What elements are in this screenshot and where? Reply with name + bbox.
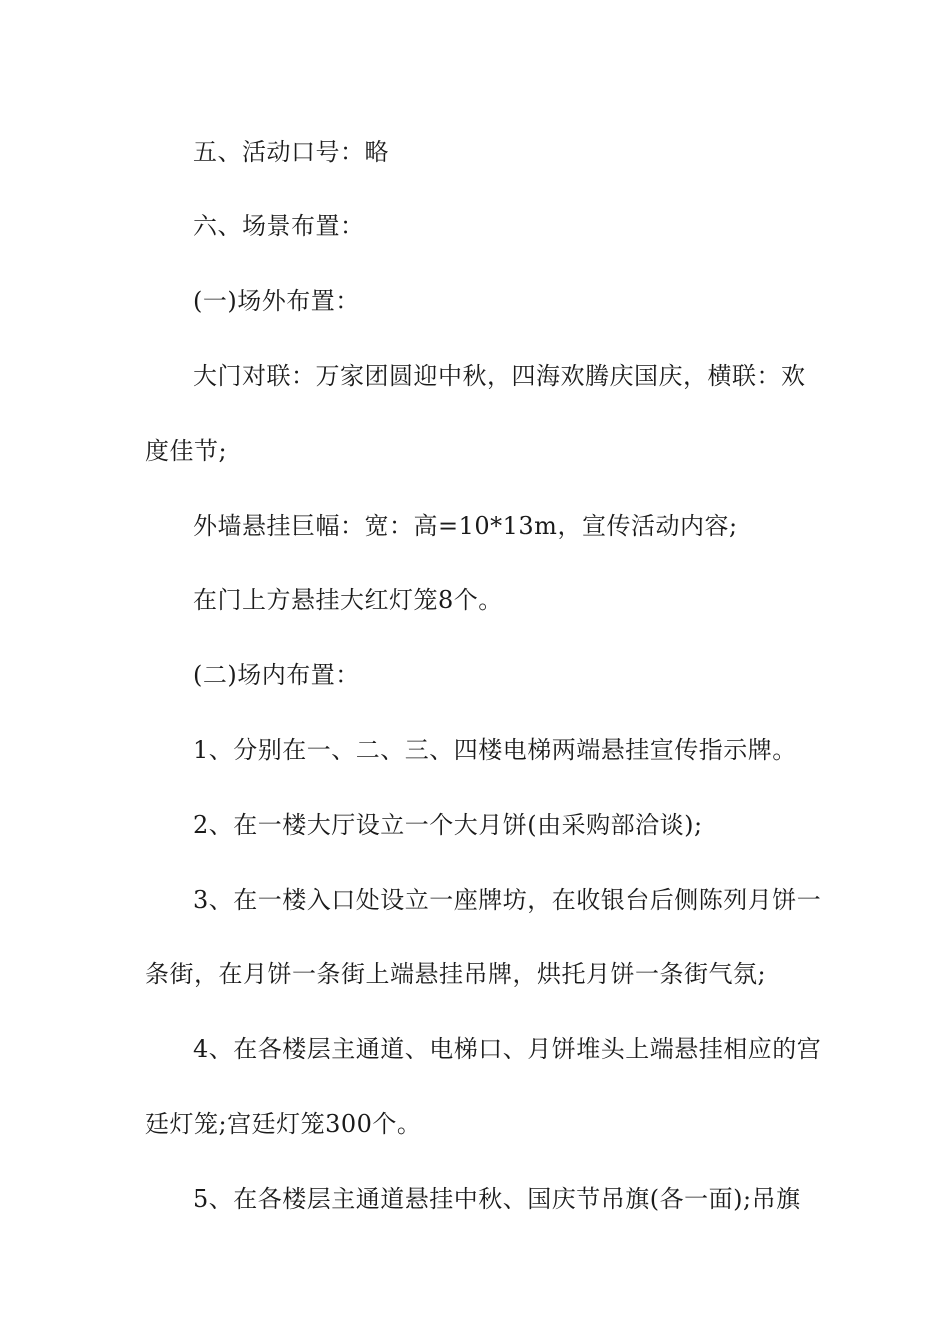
paragraph-banner: 外墙悬挂巨幅：宽：高=10*13m，宣传活动内容; <box>193 512 738 540</box>
paragraph-couplet-line-1: 大门对联：万家团圆迎中秋，四海欢腾庆国庆，横联：欢 <box>193 362 806 390</box>
paragraph-couplet-line-2: 度佳节; <box>145 437 228 465</box>
paragraph-slogan: 五、活动口号：略 <box>193 138 389 166</box>
list-item-3-line-1: 3、在一楼入口处设立一座牌坊，在收银台后侧陈列月饼一 <box>193 886 822 914</box>
heading-scene-layout: 六、场景布置： <box>193 212 365 240</box>
list-item-4-line-2: 廷灯笼;宫廷灯笼300个。 <box>145 1110 422 1138</box>
subheading-indoor-layout: (二)场内布置： <box>193 661 360 689</box>
subheading-outdoor-layout: (一)场外布置： <box>193 287 360 315</box>
list-item-3-line-2: 条街，在月饼一条街上端悬挂吊牌，烘托月饼一条街气氛; <box>145 960 767 988</box>
paragraph-lanterns: 在门上方悬挂大红灯笼8个。 <box>193 586 503 614</box>
list-item-1: 1、分别在一、二、三、四楼电梯两端悬挂宣传指示牌。 <box>193 736 797 764</box>
list-item-2: 2、在一楼大厅设立一个大月饼(由采购部洽谈); <box>193 811 703 839</box>
list-item-4-line-1: 4、在各楼层主通道、电梯口、月饼堆头上端悬挂相应的宫 <box>193 1035 822 1063</box>
list-item-5-line-1: 5、在各楼层主通道悬挂中秋、国庆节吊旗(各一面);吊旗 <box>193 1185 801 1213</box>
